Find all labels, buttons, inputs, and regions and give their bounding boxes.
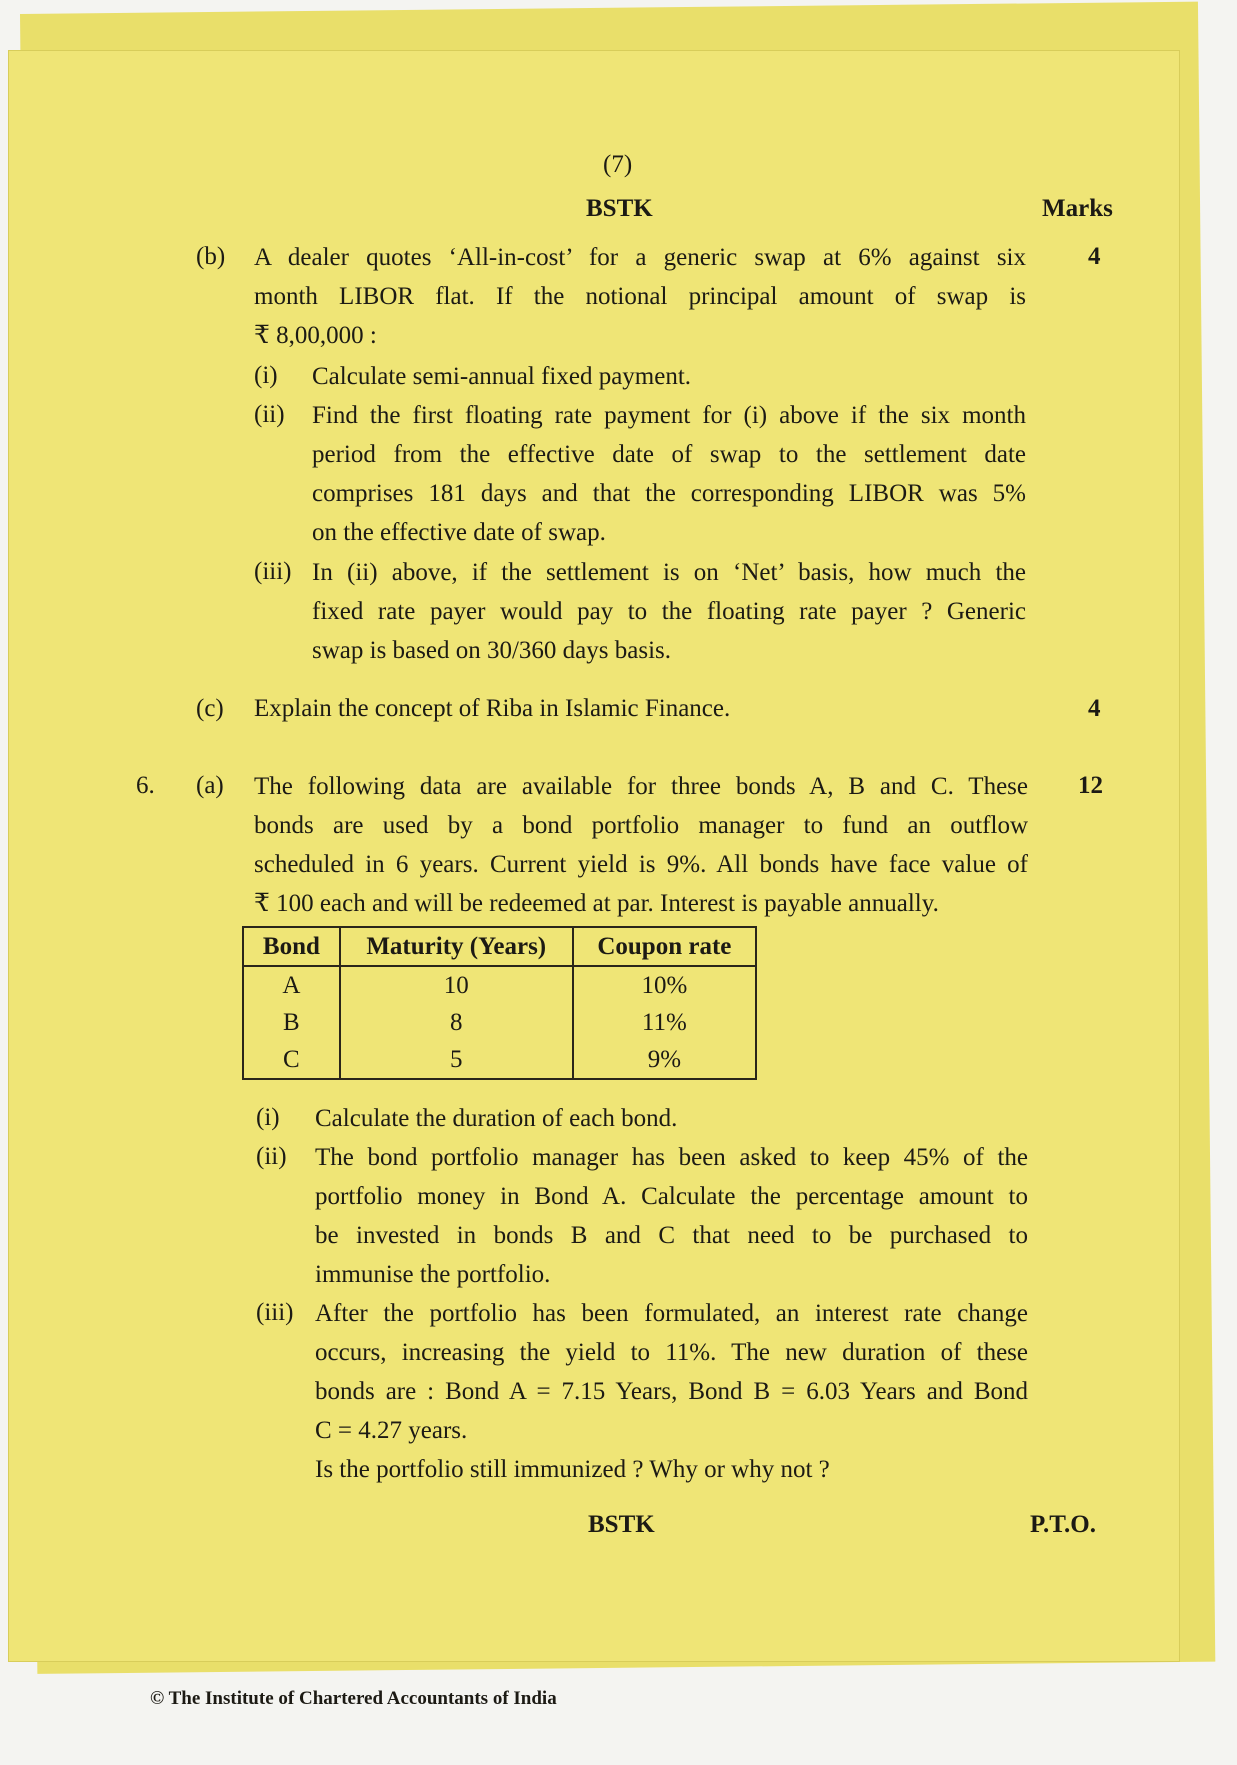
column-header-coupon: Coupon rate: [573, 927, 756, 966]
column-header-maturity: Maturity (Years): [340, 927, 573, 966]
q5b-sub-i-label: (i): [254, 362, 278, 389]
q6a-intro: The following data are available for three bonds A, B and C. These bonds are used by a bond portfolio manager to fund an outflow scheduled in 6 years. Current yield is 9%. All bonds have face value of ₹ 100 each and will be redeemed at par. Interest is payable annually.: [254, 773, 1028, 917]
bond-data-table: [242, 926, 757, 1080]
q6a-sub-iii-text: After the portfolio has been formulated, an interest rate change occurs, increasing the yield to 11%. The new duration of these bonds are : Bond A = 7.15 Years, Bond B = 6.03 Years and Bond C = 4.27 years. Is the portfolio still immunized ? Why or why not ?: [315, 1300, 1028, 1483]
table-row: [243, 966, 756, 1004]
q5b-intro: A dealer quotes ‘All-in-cost’ for a generic swap at 6% against six month LIBOR flat. If the notional principal amount of swap is ₹ 8,00,000 :: [254, 244, 1026, 349]
q6-number: 6.: [136, 772, 155, 799]
q5b-sub-i-text: Calculate semi-annual fixed payment.: [312, 363, 692, 390]
table-row: [243, 1041, 756, 1079]
q6a-marks: 12: [1078, 772, 1103, 799]
page-number: (7): [603, 151, 633, 178]
please-turn-over: P.T.O.: [1030, 1511, 1096, 1538]
table-cell: C: [243, 1041, 340, 1079]
q6a-sub-ii-label: (ii): [256, 1143, 287, 1170]
q5b-sub-ii-label: (ii): [254, 401, 285, 428]
copyright-notice: © The Institute of Chartered Accountants of India: [150, 1688, 557, 1709]
footer-paper-code: BSTK: [588, 1511, 655, 1538]
table-cell: 5: [340, 1041, 573, 1079]
marks-heading: Marks: [1042, 195, 1113, 222]
q5b-sub-iii-label: (iii): [254, 558, 292, 585]
table-cell: 11%: [573, 1004, 756, 1041]
table-cell: A: [243, 966, 340, 1004]
q5b-sub-iii-text: In (ii) above, if the settlement is on ‘Net’ basis, how much the fixed rate payer would pay to the floating rate payer ? Generic swap is based on 30/360 days basis.: [312, 559, 1026, 664]
column-header-bond: Bond: [243, 927, 340, 966]
q5c-text: Explain the concept of Riba in Islamic Finance.: [254, 695, 731, 722]
table-cell: B: [243, 1004, 340, 1041]
table-cell: 9%: [573, 1041, 756, 1079]
paper-code: BSTK: [586, 195, 653, 222]
q5b-sub-ii-text: Find the first floating rate payment for (i) above if the six month period from the effective date of swap to the settlement date comprises 181 days and that the corresponding LIBOR was 5% on the effective date of swap.: [312, 402, 1026, 546]
q6a-sub-iii-label: (iii): [256, 1299, 294, 1326]
table-cell: 10: [340, 966, 573, 1004]
table-cell: 10%: [573, 966, 756, 1004]
q6a-sub-i-label: (i): [256, 1104, 280, 1131]
q6a-label: (a): [196, 772, 224, 799]
table-header-row: [243, 927, 756, 966]
q5b-label: (b): [196, 243, 226, 270]
q5b-marks: 4: [1088, 243, 1101, 270]
q6a-sub-ii-text: The bond portfolio manager has been asked to keep 45% of the portfolio money in Bond A. Calculate the percentage amount to be invested in bonds B and C that need to be purchased to immunise the portfolio.: [315, 1144, 1028, 1288]
q5c-label: (c): [196, 695, 224, 722]
table-cell: 8: [340, 1004, 573, 1041]
q6a-sub-i-text: Calculate the duration of each bond.: [315, 1105, 678, 1132]
table-row: [243, 1004, 756, 1041]
q5c-marks: 4: [1088, 695, 1101, 722]
